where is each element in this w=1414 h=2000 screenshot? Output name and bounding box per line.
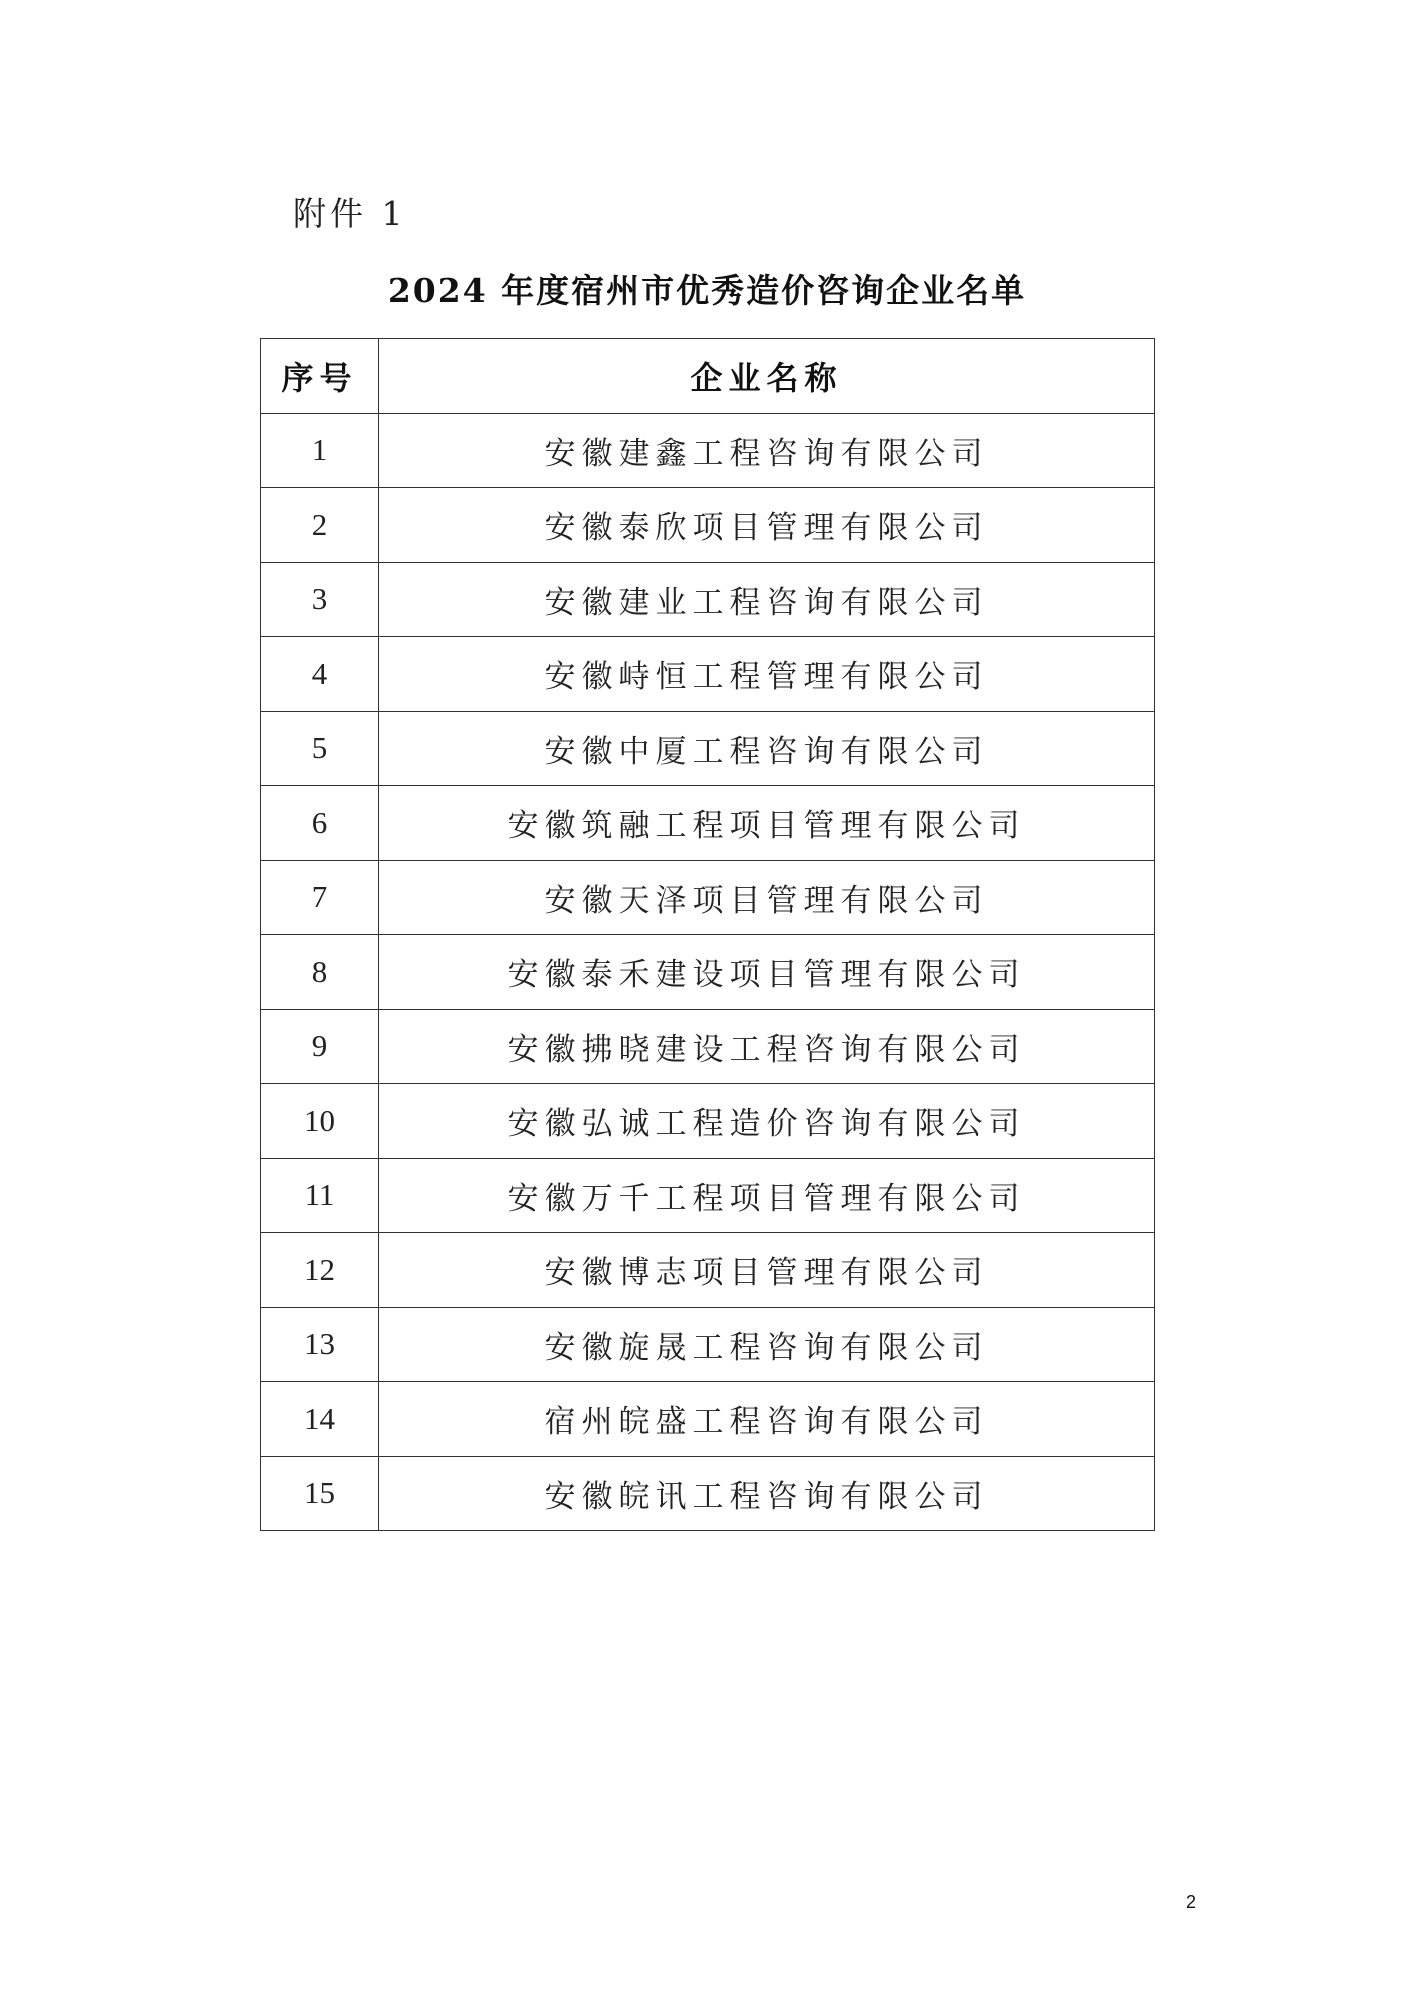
row-number: 9 [261, 1009, 379, 1084]
row-number: 11 [261, 1158, 379, 1233]
table-row [261, 1233, 1155, 1308]
header-serial-number: 序号 [261, 339, 379, 414]
company-name: 安徽天泽项目管理有限公司 [379, 860, 1155, 935]
company-name: 安徽博志项目管理有限公司 [379, 1233, 1155, 1308]
company-name: 安徽峙恒工程管理有限公司 [379, 637, 1155, 712]
company-name: 安徽万千工程项目管理有限公司 [379, 1158, 1155, 1233]
table-row [261, 562, 1155, 637]
page-number: 2 [1186, 1892, 1197, 1912]
document-title: 2024 年度宿州市优秀造价咨询企业名单 [387, 271, 1027, 310]
row-number: 8 [261, 935, 379, 1010]
table-row [261, 488, 1155, 563]
header-company-name: 企业名称 [379, 339, 1155, 414]
attachment-label: 附件 1 [293, 194, 407, 233]
row-number: 5 [261, 711, 379, 786]
row-number: 7 [261, 860, 379, 935]
company-name: 安徽拂晓建设工程咨询有限公司 [379, 1009, 1155, 1084]
table-row [261, 1382, 1155, 1457]
row-number: 1 [261, 413, 379, 488]
table-row [261, 1009, 1155, 1084]
table-row [261, 637, 1155, 712]
table-row [261, 413, 1155, 488]
table-row [261, 786, 1155, 861]
row-number: 4 [261, 637, 379, 712]
company-name: 安徽中厦工程咨询有限公司 [379, 711, 1155, 786]
row-number: 12 [261, 1233, 379, 1308]
table-row [261, 860, 1155, 935]
company-name: 安徽泰欣项目管理有限公司 [379, 488, 1155, 563]
row-number: 14 [261, 1382, 379, 1457]
row-number: 6 [261, 786, 379, 861]
table-row [261, 711, 1155, 786]
row-number: 13 [261, 1307, 379, 1382]
company-name: 宿州皖盛工程咨询有限公司 [379, 1382, 1155, 1457]
row-number: 15 [261, 1456, 379, 1531]
table-row [261, 1456, 1155, 1531]
table-row [261, 1158, 1155, 1233]
company-list-table [260, 338, 1155, 1531]
company-name: 安徽建业工程咨询有限公司 [379, 562, 1155, 637]
row-number: 3 [261, 562, 379, 637]
table-row [261, 1084, 1155, 1159]
company-name: 安徽皖讯工程咨询有限公司 [379, 1456, 1155, 1531]
company-name: 安徽筑融工程项目管理有限公司 [379, 786, 1155, 861]
company-name: 安徽泰禾建设项目管理有限公司 [379, 935, 1155, 1010]
table-row [261, 935, 1155, 1010]
row-number: 10 [261, 1084, 379, 1159]
company-name: 安徽建鑫工程咨询有限公司 [379, 413, 1155, 488]
row-number: 2 [261, 488, 379, 563]
table-header-row [261, 339, 1155, 414]
company-name: 安徽旋晟工程咨询有限公司 [379, 1307, 1155, 1382]
table-row [261, 1307, 1155, 1382]
company-name: 安徽弘诚工程造价咨询有限公司 [379, 1084, 1155, 1159]
